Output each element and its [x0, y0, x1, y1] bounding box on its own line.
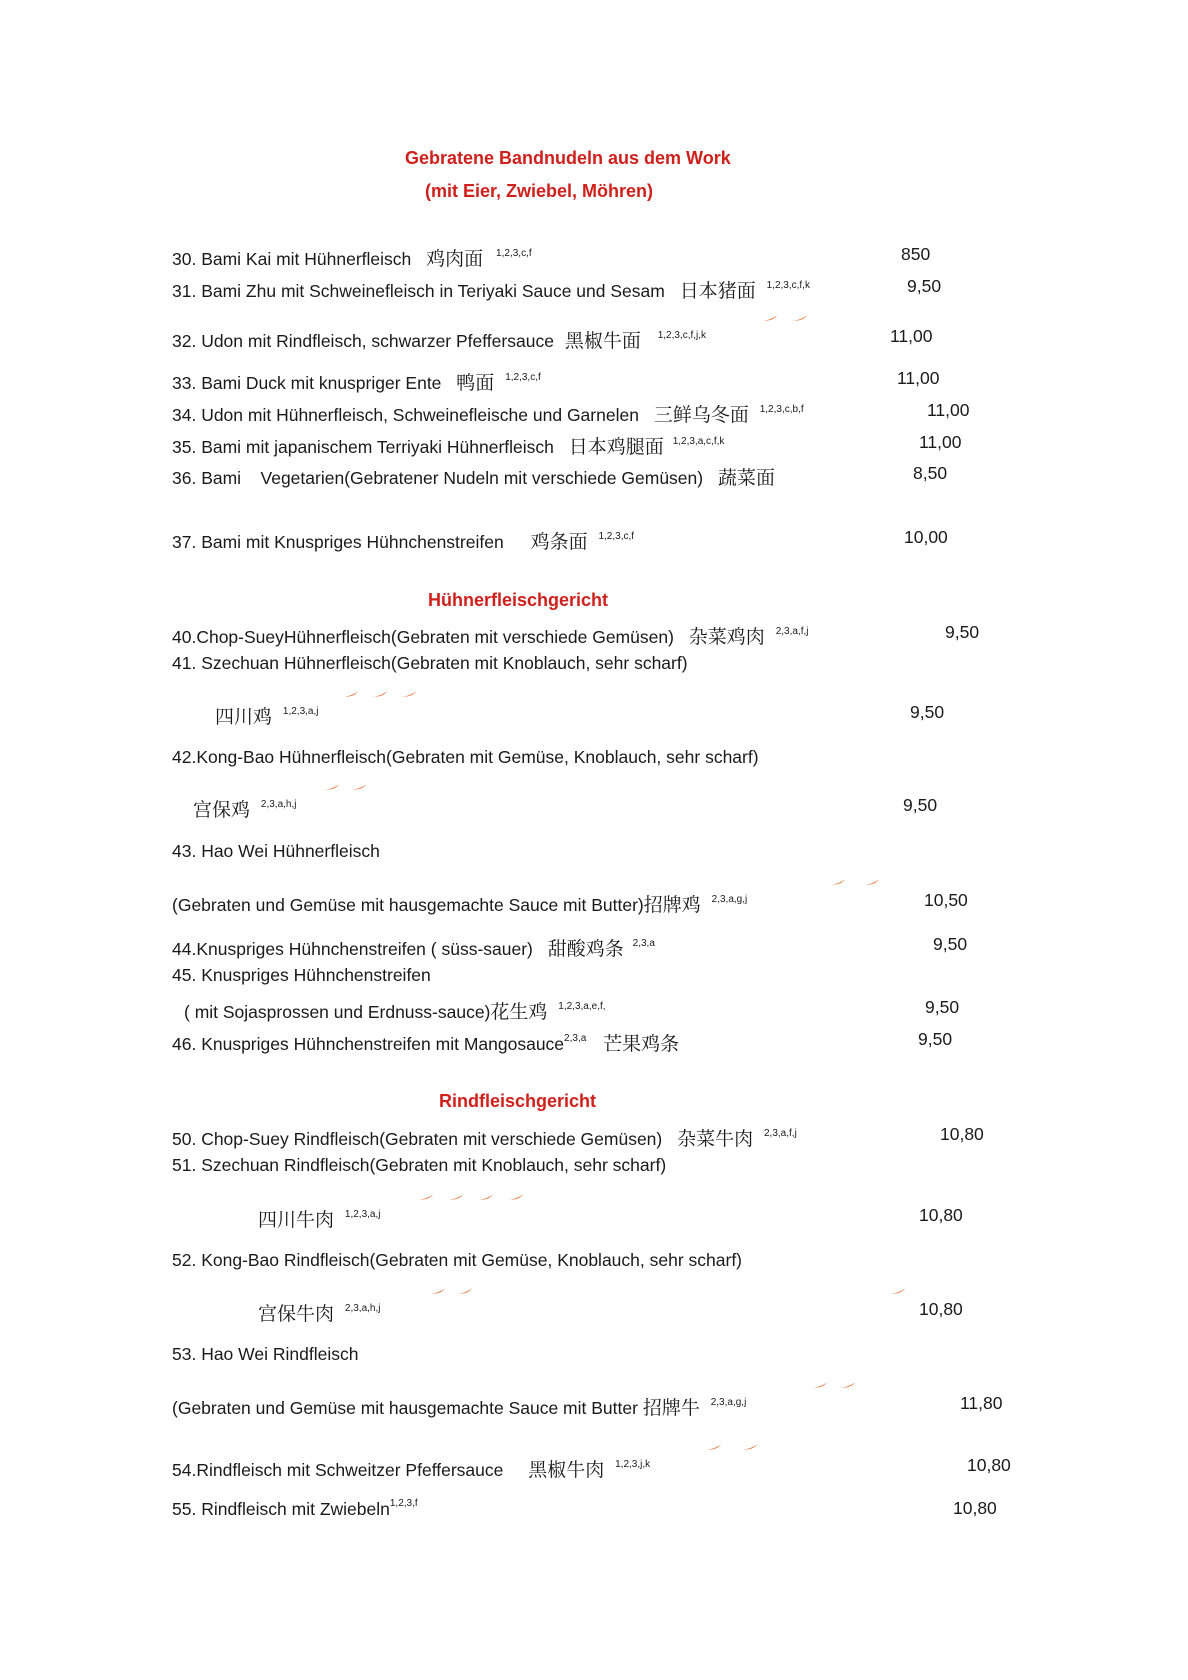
item-chinese: 四川牛肉 [258, 1209, 335, 1231]
section-title-rind: Rindfleischgericht [439, 1091, 597, 1111]
item-description: (Gebraten und Gemüse mit hausgemachte Sauce mit Butter) [172, 895, 644, 915]
item-chinese: 甜酸鸡条 [547, 938, 624, 960]
item-allergens: 2,3,a [564, 1033, 587, 1044]
chili-pepper-icon [888, 1287, 906, 1295]
chili-pepper-icon [740, 1443, 758, 1451]
item-allergens: 1,2,3,a,j [344, 1209, 381, 1220]
menu-item-33 [172, 368, 541, 395]
item-allergens: 1,2,3,j,k [615, 1459, 651, 1470]
menu-item-40 [172, 622, 809, 649]
menu-item-53: 53. Hao Wei Rindfleisch [172, 1344, 359, 1364]
menu-item-43-detail [172, 890, 747, 917]
item-name: 30. Bami Kai mit Hühnerfleisch [172, 249, 412, 269]
menu-item-30 [172, 244, 532, 271]
item-price-41: 9,50 [910, 702, 945, 722]
item-allergens: 1,2,3,a,j [282, 706, 319, 717]
item-allergens: 1,2,3,c,f,j,k [657, 330, 707, 341]
chili-pepper-icon [506, 1193, 524, 1201]
menu-item-34 [172, 400, 804, 427]
item-price-30: 850 [901, 244, 931, 264]
item-allergens: 2,3,a [632, 938, 655, 949]
item-chinese: 日本猪面 [679, 280, 756, 302]
item-price-31: 9,50 [907, 276, 942, 296]
menu-item-53-detail [172, 1393, 746, 1420]
item-price-36: 8,50 [913, 463, 948, 483]
chili-pepper-icon [704, 1443, 722, 1451]
menu-item-51-detail [258, 1205, 380, 1232]
chili-pepper-icon [810, 1381, 828, 1389]
menu-item-41: 41. Szechuan Hühnerfleisch(Gebraten mit Knoblauch, sehr scharf) [172, 653, 688, 673]
menu-item-46 [172, 1029, 679, 1056]
item-allergens: 2,3,a,f,j [775, 626, 809, 637]
menu-item-45: 45. Knuspriges Hühnchenstreifen [172, 965, 431, 985]
item-chinese: 宫保鸡 [193, 799, 251, 821]
item-price-42: 9,50 [903, 795, 938, 815]
item-chinese: 蔬菜面 [717, 467, 775, 489]
item-price-53: 11,80 [960, 1393, 1003, 1413]
item-price-40: 9,50 [945, 622, 980, 642]
menu-item-36 [172, 463, 775, 490]
item-name: 37. Bami mit Knuspriges Hühnchenstreifen [172, 532, 504, 552]
chili-pepper-icon [476, 1193, 494, 1201]
item-allergens: 1,2,3,c,f [598, 531, 635, 542]
item-price-52: 10,80 [919, 1299, 963, 1319]
item-price-32: 11,00 [890, 326, 933, 346]
chili-pepper-icon [349, 783, 367, 791]
section-subtitle-bami: (mit Eier, Zwiebel, Möhren) [425, 181, 654, 201]
item-name: 31. Bami Zhu mit Schweinefleisch in Teriyaki Sauce und Sesam [172, 281, 665, 301]
item-allergens: 2,3,a,h,j [344, 1303, 381, 1314]
item-name: 46. Knuspriges Hühnchenstreifen mit Mangosauce [172, 1034, 565, 1054]
item-price-46: 9,50 [918, 1029, 953, 1049]
item-chinese: 鸡肉面 [426, 248, 484, 270]
item-allergens: 2,3,a,h,j [260, 799, 297, 810]
chili-pepper-icon [790, 314, 808, 322]
section-title-huhn: Hühnerfleischgericht [428, 590, 609, 610]
item-price-37: 10,00 [904, 527, 948, 547]
chili-pepper-icon [446, 1193, 464, 1201]
item-chinese: 杂菜牛肉 [677, 1128, 754, 1150]
item-allergens: 1,2,3,a,e,f, [558, 1001, 606, 1012]
menu-item-51: 51. Szechuan Rindfleisch(Gebraten mit Knoblauch, sehr scharf) [172, 1155, 667, 1175]
chili-pepper-icon [399, 690, 417, 698]
item-allergens: 1,2,3,c,f [496, 248, 532, 259]
item-price-45: 9,50 [925, 997, 960, 1017]
menu-item-50 [172, 1124, 797, 1151]
item-price-54: 10,80 [967, 1455, 1011, 1475]
item-allergens: 1,2,3,c,f [505, 372, 541, 383]
chili-pepper-icon [828, 878, 846, 886]
item-allergens: 1,2,3,c,f,k [766, 280, 810, 291]
item-description: (Gebraten und Gemüse mit hausgemachte Sauce mit Butter [172, 1398, 638, 1418]
menu-item-44 [172, 934, 655, 961]
item-chinese: 鸭面 [456, 372, 495, 394]
chili-pepper-icon [428, 1287, 446, 1295]
menu-item-52: 52. Kong-Bao Rindfleisch(Gebraten mit Gemüse, Knoblauch, sehr scharf) [172, 1250, 743, 1270]
menu-item-37 [172, 527, 634, 554]
item-name: 55. Rindfleisch mit Zwiebeln [172, 1499, 390, 1519]
item-chinese: 杂菜鸡肉 [688, 626, 765, 648]
item-name: 32. Udon mit Rindfleisch, schwarzer Pfeffersauce [172, 331, 554, 351]
item-allergens: 2,3,a,g,j [711, 894, 748, 905]
item-description: ( mit Sojasprossen und Erdnuss-sauce) [184, 1002, 491, 1022]
chili-pepper-icon [838, 1381, 856, 1389]
menu-item-31 [172, 276, 810, 303]
chili-pepper-icon [760, 314, 778, 322]
item-chinese: 花生鸡 [490, 1001, 548, 1023]
chili-pepper-icon [370, 690, 388, 698]
menu-item-43: 43. Hao Wei Hühnerfleisch [172, 841, 380, 861]
menu-item-52-detail [258, 1299, 380, 1326]
menu-item-35 [172, 432, 724, 459]
item-chinese: 招牌鸡 [643, 894, 701, 916]
item-price-33: 11,00 [897, 368, 940, 388]
item-price-35: 11,00 [919, 432, 962, 452]
item-allergens: 1,2,3,c,b,f [759, 404, 804, 415]
menu-item-41-detail [215, 702, 318, 729]
item-chinese: 黑椒牛肉 [528, 1459, 605, 1481]
item-chinese: 黑椒牛面 [564, 330, 641, 352]
item-chinese: 日本鸡腿面 [568, 436, 664, 458]
chili-pepper-icon [322, 783, 340, 791]
menu-item-42: 42.Kong-Bao Hühnerfleisch(Gebraten mit Gemüse, Knoblauch, sehr scharf) [172, 747, 759, 767]
menu-item-32 [172, 326, 706, 353]
item-chinese: 四川鸡 [215, 706, 273, 728]
item-price-44: 9,50 [933, 934, 968, 954]
item-allergens: 1,2,3,a,c,f,k [672, 436, 725, 447]
section-title-bami: Gebratene Bandnudeln aus dem Work [405, 148, 731, 168]
chili-pepper-icon [341, 690, 359, 698]
item-price-55: 10,80 [953, 1498, 997, 1518]
item-price-34: 11,00 [927, 400, 970, 420]
item-chinese: 招牌牛 [642, 1397, 700, 1419]
item-chinese: 芒果鸡条 [603, 1033, 680, 1055]
item-price-50: 10,80 [940, 1124, 984, 1144]
item-name: 54.Rindfleisch mit Schweitzer Pfeffersauce [172, 1460, 504, 1480]
item-chinese: 宫保牛肉 [258, 1303, 335, 1325]
item-allergens: 2,3,a,g,j [710, 1397, 747, 1408]
chili-pepper-icon [862, 878, 880, 886]
item-name: 34. Udon mit Hühnerfleisch, Schweinefleische und Garnelen [172, 405, 639, 425]
item-name: 36. Bami Vegetarien(Gebratener Nudeln mit verschiede Gemüsen) [172, 468, 704, 488]
menu-item-54 [172, 1455, 650, 1482]
chili-pepper-icon [455, 1287, 473, 1295]
item-chinese: 三鲜乌冬面 [653, 404, 749, 426]
item-name: 33. Bami Duck mit knuspriger Ente [172, 373, 442, 393]
item-chinese: 鸡条面 [530, 531, 588, 553]
chili-pepper-icon [416, 1193, 434, 1201]
item-name: 40.Chop-SueyHühnerfleisch(Gebraten mit verschiede Gemüsen) [172, 627, 674, 647]
item-price-51: 10,80 [919, 1205, 963, 1225]
item-price-43: 10,50 [924, 890, 968, 910]
menu-item-55 [172, 1498, 418, 1520]
item-name: 50. Chop-Suey Rindfleisch(Gebraten mit verschiede Gemüsen) [172, 1129, 663, 1149]
menu-item-42-detail [193, 795, 296, 822]
item-allergens: 1,2,3,f [389, 1498, 418, 1509]
item-allergens: 2,3,a,f,j [764, 1128, 797, 1139]
item-name: 35. Bami mit japanischem Terriyaki Hühnerfleisch [172, 437, 554, 457]
item-name: 44.Knuspriges Hühnchenstreifen ( süss-sauer) [172, 939, 533, 959]
menu-item-45-detail [184, 997, 606, 1024]
